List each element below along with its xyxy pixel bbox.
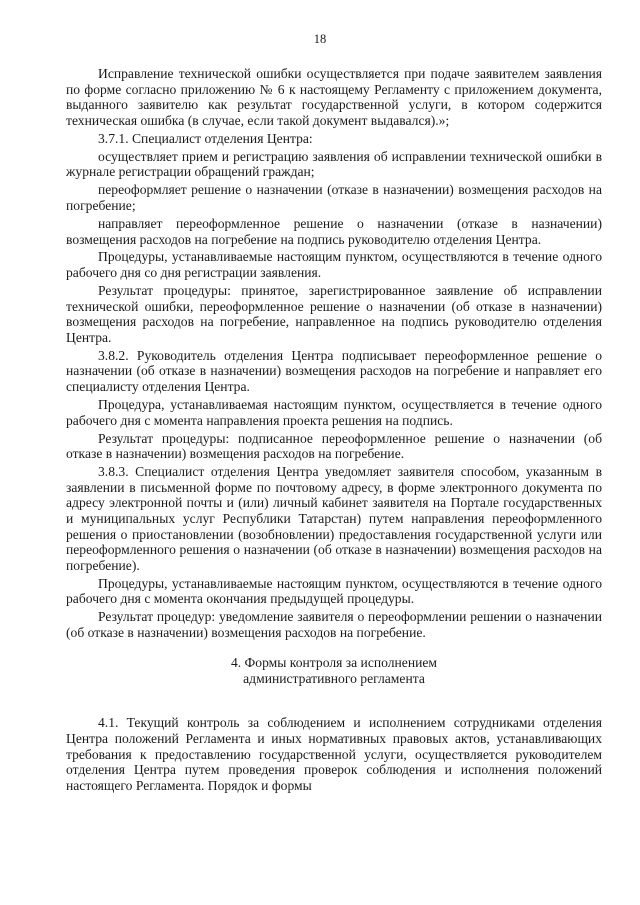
paragraph-3-8-3: 3.8.3. Специалист отделения Центра уведомляет заявителя способом, указанным в заявлении в письменной форме по почтовому адресу, в форме электронного документа по адресу электронной почты и (или) личный кабинет заявителя на Портале государственных и муниципальных услуг Республики Татарстан) путем направления переоформленного решения о приостановлении (возобновлении) предоставления государственной услуги или переоформленного решения о назначении (об отказе в назначении) возмещения расходов на погребение). [66,464,602,573]
paragraph-procedure-result-1: Результат процедуры: принятое, зарегистрированное заявление об исправлении технической ошибки, переоформленное решение о назначении (об отказе в назначении) возмещения расходов на погребение, направленное на подпись руководителю отделения Центра. [66,283,602,345]
paragraph-procedure-timing-1: Процедуры, устанавливаемые настоящим пунктом, осуществляются в течение одного рабочего дня со дня регистрации заявления. [66,249,602,281]
paragraph-reformulation: переоформляет решение о назначении (отказе в назначении) возмещения расходов на погребение; [66,182,602,213]
section-4-title [66,655,602,687]
paragraph-3-7-1: 3.7.1. Специалист отделения Центра: [98,130,313,146]
paragraph-3-8-2: 3.8.2. Руководитель отделения Центра подписывает переоформленное решение о назначении (об отказе в назначении) возмещения расходов на погребение и направляет его специалисту отделения Центра. [66,347,602,395]
paragraph-procedure-timing-3: Процедуры, устанавливаемые настоящим пунктом, осуществляются в течение одного рабочего дня с момента окончания предыдущей процедуры. [66,575,602,607]
paragraph-procedure-result-2: Результат процедуры: подписанное переоформленное решение о назначении (об отказе в назначении) возмещения расходов на погребение. [66,430,602,462]
paragraph-procedure-result-3: Результат процедур: уведомление заявителя о переоформлении решении о назначении (об отказе в назначении) возмещения расходов на погребение. [66,609,602,640]
paragraph-procedure-timing-2: Процедура, устанавливаемая настоящим пунктом, осуществляется в течение одного рабочего дня с момента направления проекта решения на подпись. [66,397,602,428]
document-body [66,66,602,796]
paragraph-registration: осуществляет прием и регистрацию заявления об исправлении технической ошибки в журнале регистрации обращений граждан; [66,148,602,180]
section-4-title-line-1: 4. Формы контроля за исполнением [230,655,438,671]
paragraph-technical-error: Исправление технической ошибки осуществляется при подаче заявителем заявления по форме согласно приложению № 6 к настоящему Регламенту с приложением документа, выданного заявителю как результат государственной услуги, в котором содержится техническая ошибка (в случае, если такой документ выдавался).»; [66,66,602,128]
paragraph-4-1: 4.1. Текущий контроль за соблюдением и исполнением сотрудниками отделения Центра положений Регламента и иных нормативных правовых актов, устанавливающих требования к предоставлению государственной услуги, осуществляется руководителем отделения Центра путем проведения проверок соблюдения и исполнения положений настоящего Регламента. Порядок и формы [66,715,602,793]
paragraph-send-for-signature: направляет переоформленное решение о назначении (отказе в назначении) возмещения расходов на погребение на подпись руководителю отделения Центра. [66,215,602,247]
page-number: 18 [313,32,327,46]
section-4-title-line-2: административного регламента [243,671,425,687]
